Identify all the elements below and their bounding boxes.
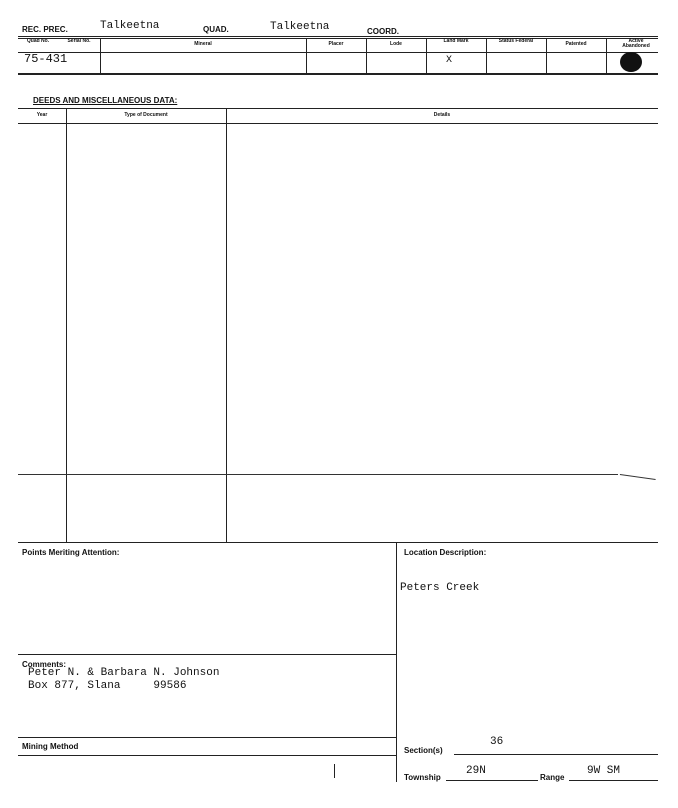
comments-line-2: Box 877, Slana 99586 bbox=[28, 680, 187, 692]
col-status-federal: Status Federal bbox=[498, 38, 534, 44]
col-lode: Lode bbox=[390, 41, 402, 47]
comments-line-1: Peter N. & Barbara N. Johnson bbox=[28, 667, 220, 679]
deeds-col-year: Year bbox=[36, 112, 48, 118]
section-label: Section(s) bbox=[404, 746, 443, 755]
rec-prec-label: REC. PREC. bbox=[22, 25, 68, 34]
col-mineral: Mineral bbox=[194, 41, 212, 47]
location-description-label: Location Description: bbox=[404, 548, 487, 557]
township-label: Township bbox=[404, 773, 441, 782]
deeds-col-type: Type of Document bbox=[124, 112, 168, 118]
col-serial-no: Serial No. bbox=[67, 38, 91, 44]
rec-prec-value: Talkeetna bbox=[100, 20, 160, 32]
range-value: 9W SM bbox=[587, 765, 621, 777]
col-quad-no: Quad No. bbox=[26, 38, 50, 44]
quad-label: QUAD. bbox=[203, 25, 229, 34]
quad-no-value: 75-431 bbox=[24, 52, 68, 66]
deeds-fold-line bbox=[18, 474, 618, 475]
comments-label: Comments: bbox=[22, 660, 67, 669]
claim-table bbox=[18, 38, 658, 74]
active-marker bbox=[620, 52, 642, 72]
land-mark-value: X bbox=[446, 55, 453, 66]
bottom-center-divider bbox=[396, 542, 397, 782]
range-label: Range bbox=[540, 773, 565, 782]
points-meriting-label: Points Meriting Attention: bbox=[22, 548, 120, 557]
margin-tick bbox=[334, 764, 335, 778]
col-active-abandoned: Active Abandoned bbox=[622, 38, 650, 49]
col-land-mark: Land Mark bbox=[443, 38, 469, 44]
col-placer: Placer bbox=[328, 41, 344, 47]
header-rule bbox=[18, 36, 658, 37]
deeds-title: DEEDS AND MISCELLANEOUS DATA: bbox=[33, 96, 178, 105]
deeds-divider-type bbox=[226, 108, 227, 542]
section-value: 36 bbox=[490, 736, 504, 748]
location-description-value: Peters Creek bbox=[400, 582, 480, 594]
col-patented: Patented bbox=[565, 41, 587, 47]
township-value: 29N bbox=[466, 765, 486, 777]
mining-method-label: Mining Method bbox=[22, 742, 79, 751]
quad-value: Talkeetna bbox=[270, 21, 330, 33]
deeds-divider-year bbox=[66, 108, 67, 542]
deeds-col-details: Details bbox=[433, 112, 451, 118]
coord-label: COORD. bbox=[367, 27, 399, 36]
